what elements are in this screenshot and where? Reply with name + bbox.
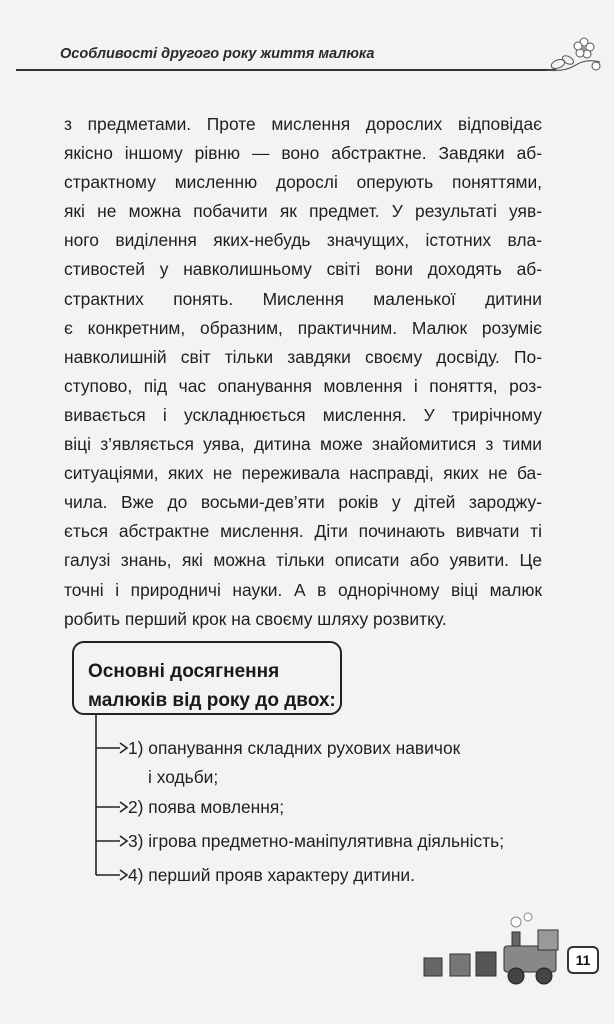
running-header-title: Особливості другого року життя малюка <box>60 46 375 62</box>
header-rule <box>16 69 556 71</box>
body-line: вивається і ускладнюється мислення. У трирічному <box>64 404 542 425</box>
body-line: страктних понять. Мислення маленької дитини <box>64 288 542 309</box>
body-line: ситуаціями, яких не переживала насправді, яких не ба- <box>64 463 542 484</box>
list-item: 2) поява мовлення; <box>128 797 285 817</box>
list-item: 3) ігрова предметно-маніпулятивна діяльність; <box>128 831 505 851</box>
body-line: ступово, під час опанування мовлення і поняття, роз- <box>64 375 542 396</box>
body-line: навколишній світ тільки завдяки своєму досвіду. По- <box>64 346 542 367</box>
body-line: віці з’являється уява, дитина може знайомитися з тими <box>64 434 542 455</box>
body-line: ного виділення яких-небудь значущих, істотних вла- <box>64 230 542 251</box>
body-line: чила. Вже до восьми-дев’яти років у дітей зароджу- <box>64 492 542 513</box>
body-line: які не можна побачити як предмет. У результаті уяв- <box>64 201 542 222</box>
list-item: 1) опанування складних рухових навичок <box>128 738 461 758</box>
toy-train-icon <box>420 912 570 988</box>
list-item: 4) перший прояв характеру дитини. <box>128 865 415 885</box>
body-line: якісно іншому рівню — воно абстрактне. Завдяки аб- <box>64 143 542 164</box>
flower-decoration-icon <box>544 36 604 80</box>
body-line: стивостей у навколишньому світі вони доходять аб- <box>64 259 542 280</box>
body-line: робить перший крок на своєму шляху розвитку. <box>64 608 447 629</box>
body-line: з предметами. Проте мислення дорослих відповідає <box>64 114 542 134</box>
list-connector-arrows <box>80 715 130 885</box>
list-item: і ходьби; <box>148 767 219 787</box>
body-line: ється абстрактне мислення. Діти починають вивчати ті <box>64 521 542 542</box>
body-line: страктному мисленню дорослі оперують поняттями, <box>64 172 542 193</box>
page-number: 11 <box>567 946 599 974</box>
body-line: є конкретним, образним, практичним. Малюк розуміє <box>64 317 542 338</box>
achievements-heading-box <box>72 641 342 715</box>
body-line: точні і природничі науки. А в однорічному віці малюк <box>64 579 542 600</box>
box-heading-line: малюків від року до двох: <box>88 690 336 711</box>
body-line: галузі знань, які можна тільки описати або уявити. Це <box>64 550 542 571</box>
body-paragraph <box>64 110 542 634</box>
box-heading-line: Основні досягнення <box>88 661 280 682</box>
